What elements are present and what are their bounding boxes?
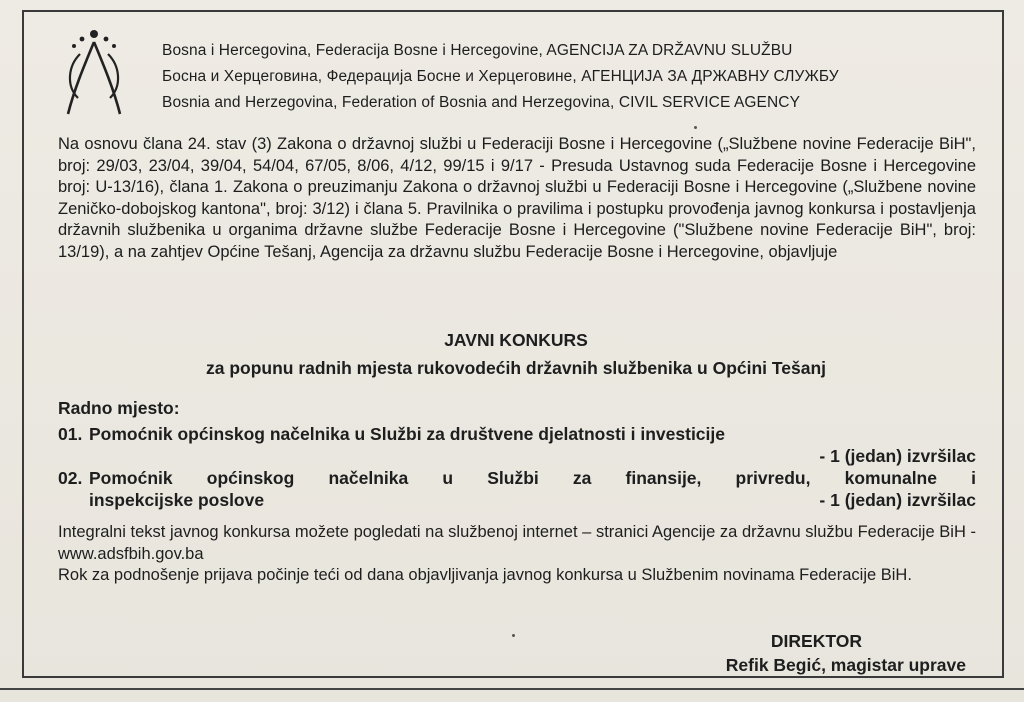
legal-basis-paragraph: Na osnovu člana 24. stav (3) Zakona o državnoj službi u Federaciji Bosne i Hercegovine („Službene novine Federacije BiH", broj: 29/03, 23/04, 39/04, 54/04, 67/05, 8/06, 4/12, 99/15 i 9/17 - Presuda Ustavnog suda Federacije Bosne i Hercegovine broj: U-13/16), člana 1. Zakona o preuzimanju Zakona o državnoj službi u Federaciji Bosne i Hercegovine („Službene novine Zeničko-dobojskog kantona", broj: 3/12) i člana 5. Pravilnika o pravilima i postupku provođenja javnog konkursa i postavljenja državnih službenika u organima državne službe Federacije Bosne i Hercegovine ("Službene novine Federacije BiH", broj: 13/19), a na zahtjev Općine Tešanj, Agencija za državnu službu Federacije Bosne i Hercegovine, objavljuje bbox=[58, 135, 976, 261]
position-title-continued: inspekcijske poslove bbox=[89, 490, 265, 510]
header-line-english: Bosnia and Herzegovina, Federation of Bosnia and Herzegovina, CIVIL SERVICE AGENCY bbox=[162, 94, 801, 111]
position-title: Pomoćnik općinskog načelnika u Službi za finansije, privredu, komunalne i bbox=[89, 468, 976, 488]
agency-logo-icon bbox=[58, 26, 130, 120]
position-count: - 1 (jedan) izvršilac bbox=[819, 446, 976, 466]
header-line-cyrillic: Босна и Херцеговина, Федерација Босне и Херцеговине, АГЕНЦИЈА ЗА ДРЖАВНУ СЛУЖБУ bbox=[162, 68, 839, 85]
positions-label: Radno mjesto: bbox=[58, 398, 180, 418]
full-text-notice: Integralni tekst javnog konkursa možete pogledati na službenoj internet – stranici Agencije za državnu službu Federacije BiH - www.adsfbih.gov.ba bbox=[58, 523, 976, 563]
position-count: - 1 (jedan) izvršilac bbox=[819, 490, 976, 510]
signatory-role: DIREKTOR bbox=[770, 631, 862, 651]
position-number: 01. bbox=[58, 424, 83, 444]
header-line-bosnian: Bosna i Hercegovina, Federacija Bosne i Hercegovine, AGENCIJA ZA DRŽAVNU SLUŽBU bbox=[162, 42, 793, 59]
print-speck bbox=[694, 126, 697, 129]
position-number: 02. bbox=[58, 468, 83, 488]
signatory-name: Refik Begić, magistar uprave bbox=[725, 655, 966, 675]
position-title: Pomoćnik općinskog načelnika u Službi za društvene djelatnosti i investicije bbox=[89, 424, 725, 444]
notice-subtitle: za popunu radnih mjesta rukovodećih državnih službenika u Općini Tešanj bbox=[205, 358, 827, 378]
deadline-notice: Rok za podnošenje prijava počinje teći od dana objavljivanja javnog konkursa u Službenim novinama Federacije BiH. bbox=[58, 566, 912, 584]
closing-paragraph bbox=[58, 522, 976, 587]
print-speck bbox=[512, 634, 515, 637]
bottom-rule bbox=[0, 688, 1024, 690]
signature-block bbox=[566, 629, 966, 677]
notice-title: JAVNI KONKURS bbox=[444, 330, 588, 350]
agency-header bbox=[162, 38, 992, 116]
